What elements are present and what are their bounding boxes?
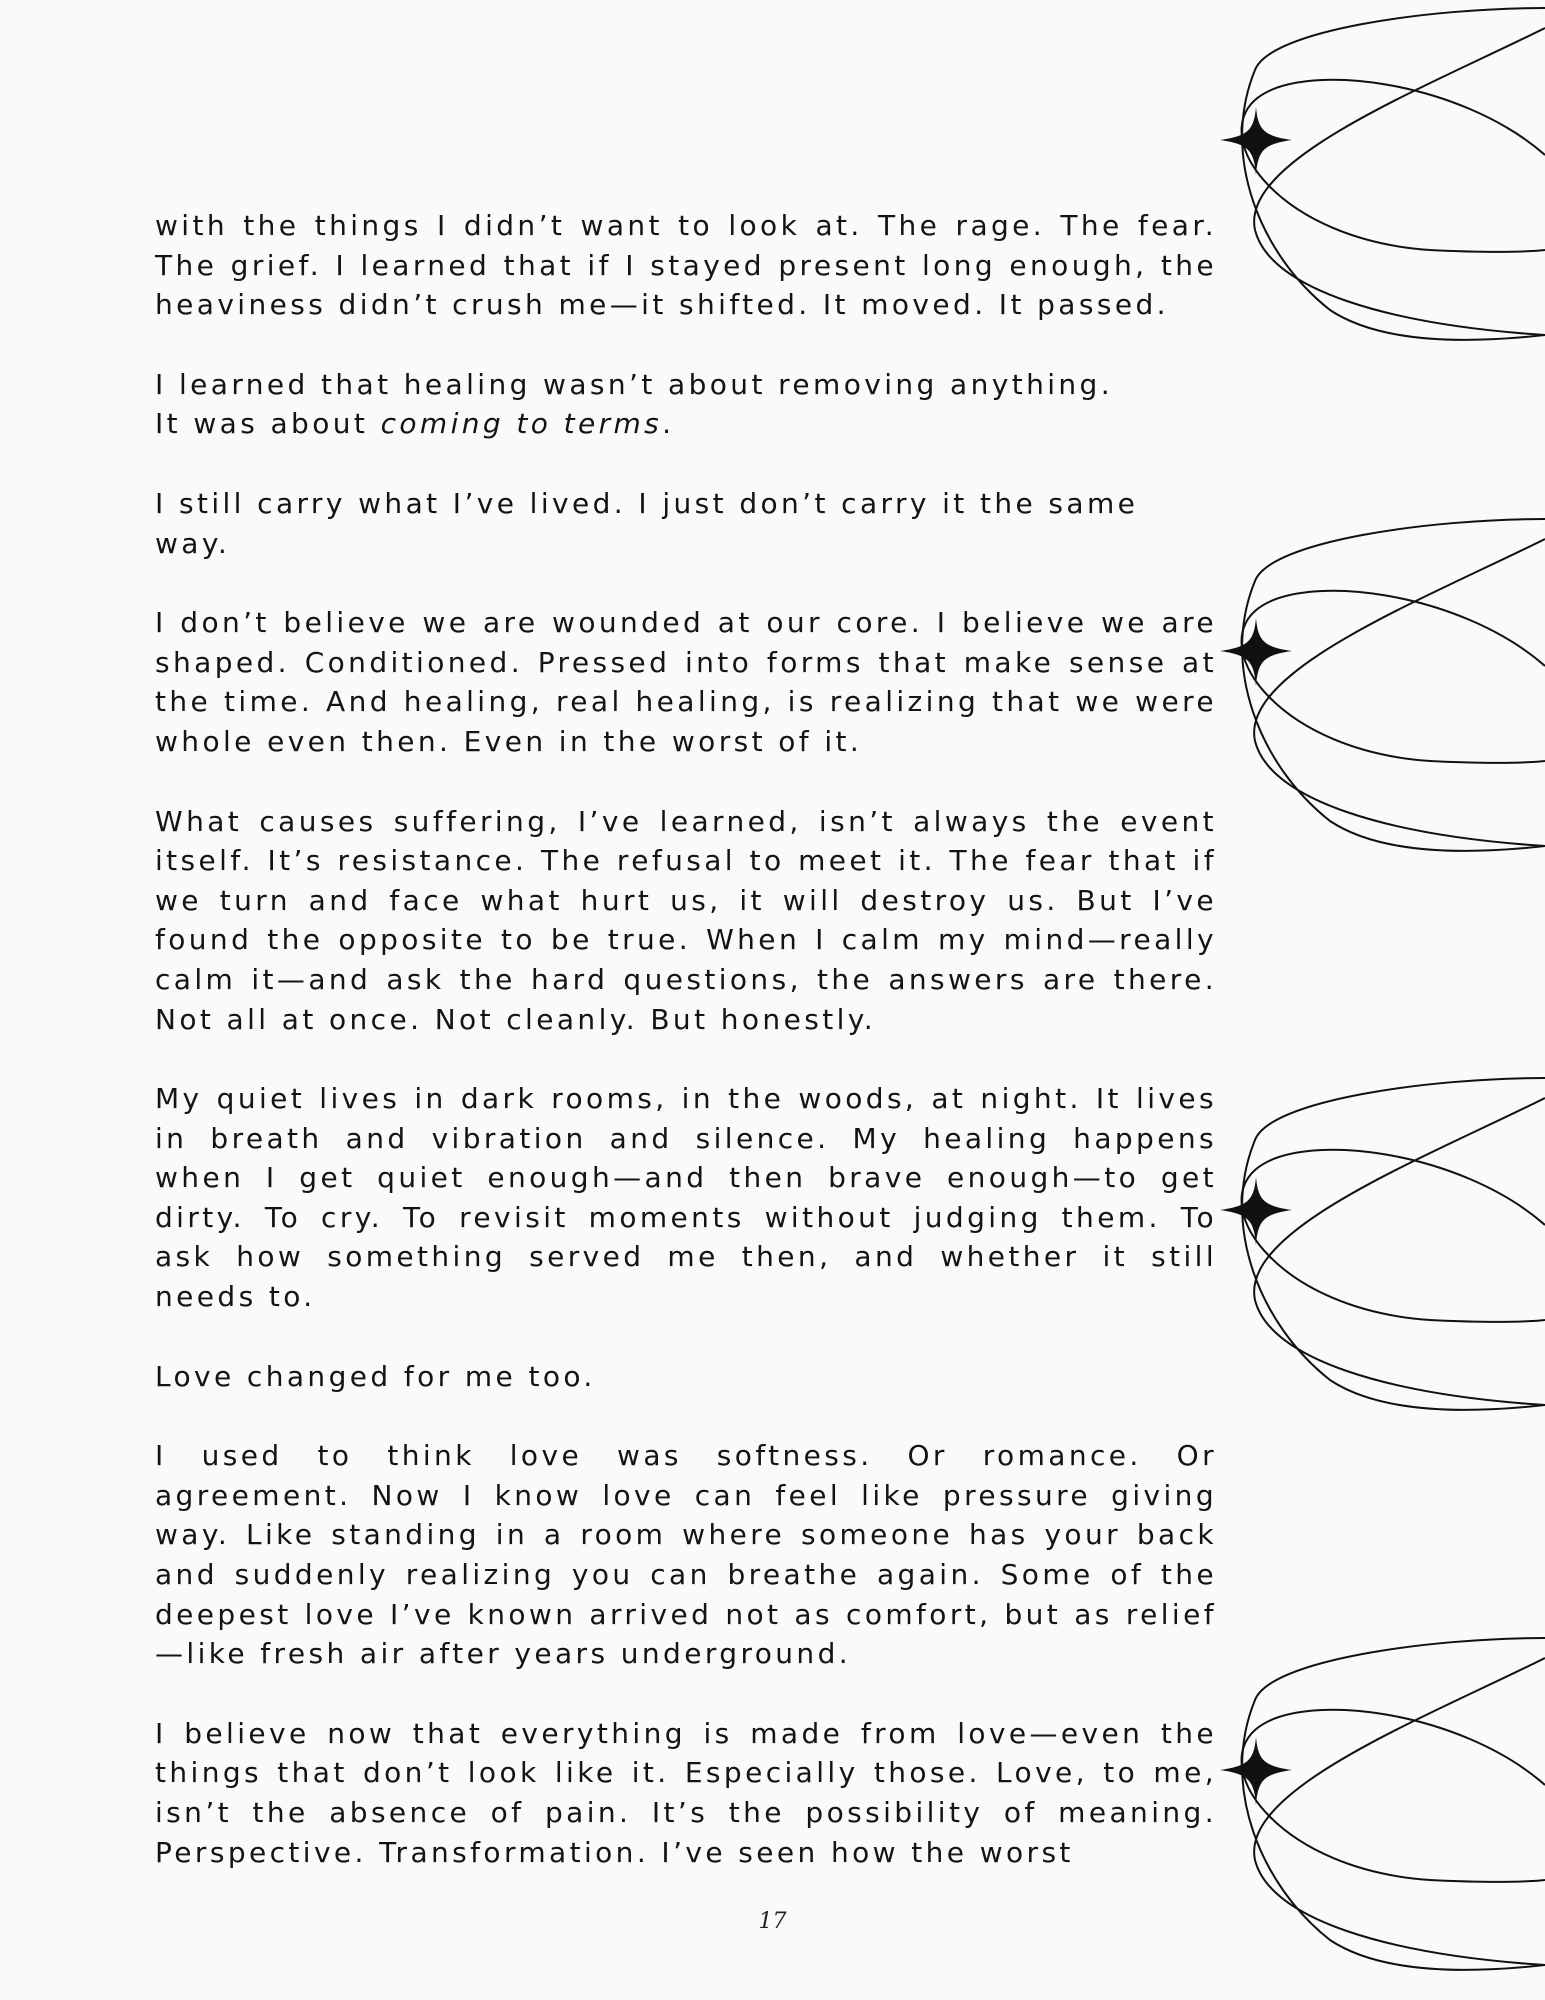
sparkle-orbit-icon: [1180, 0, 1545, 370]
page-number: 17: [758, 1909, 787, 1934]
orbit-decoration-1: [1180, 0, 1545, 370]
text-segment: .: [662, 407, 675, 441]
orbit-decoration-3: [1180, 1060, 1545, 1440]
orbit-decoration-4: [1180, 1620, 1545, 2000]
paragraph-line: [155, 404, 1217, 444]
orbit-decoration-2: [1180, 501, 1545, 881]
paragraph: with the things I didn’t want to look at. The rage. The fear. The grief. I learned that if I stayed present long enough, the heaviness didn’t crush me—it shifted. It moved. It passed.: [155, 209, 1217, 322]
paragraph: I don’t believe we are wounded at our core. I believe we are shaped. Conditioned. Pressed into forms that make sense at the time. And healing, real healing, is realizing that we were whole even then. Even in the worst of it.: [155, 606, 1217, 758]
paragraph: My quiet lives in dark rooms, in the woods, at night. It lives in breath and vibration and silence. My healing happens when I get quiet enough—and then brave enough—to get dirty. To cry. To revisit moments without judging them. To ask how something served me then, and whether it still needs to.: [155, 1082, 1217, 1314]
paragraph: [155, 365, 1217, 444]
sparkle-orbit-icon: [1180, 1060, 1545, 1440]
body-text: [155, 206, 1217, 1872]
paragraph-line: I learned that healing wasn’t about removing anything.: [155, 367, 1114, 401]
paragraph: What causes suffering, I’ve learned, isn’t always the event itself. It’s resistance. The refusal to meet it. The fear that if we turn and face what hurt us, it will destroy us. But I’ve found the opposite to be true. When I calm my mind—really calm it—and ask the hard questions, the answers are there. Not all at once. Not cleanly. But honestly.: [155, 804, 1217, 1036]
paragraph: I still carry what I’ve lived. I just don’t carry it the same way.: [155, 486, 1139, 560]
text-segment: It was about: [155, 407, 381, 441]
paragraph: I used to think love was softness. Or romance. Or agreement. Now I know love can feel like pressure giving way. Like standing in a room where someone has your back and suddenly realizing you can breathe again. Some of the deepest love I’ve known arrived not as comfort, but as relief —like fresh air after years underground.: [155, 1439, 1217, 1671]
sparkle-orbit-icon: [1180, 1620, 1545, 2000]
emphasized-text: coming to terms: [380, 407, 663, 441]
paragraph: Love changed for me too.: [155, 1359, 596, 1393]
paragraph: I believe now that everything is made from love—even the things that don’t look like it. Especially those. Love, to me, isn’t the absence of pain. It’s the possibility of meaning. Perspective. Transformation. I’ve seen how the worst: [155, 1716, 1217, 1869]
sparkle-orbit-icon: [1180, 501, 1545, 881]
